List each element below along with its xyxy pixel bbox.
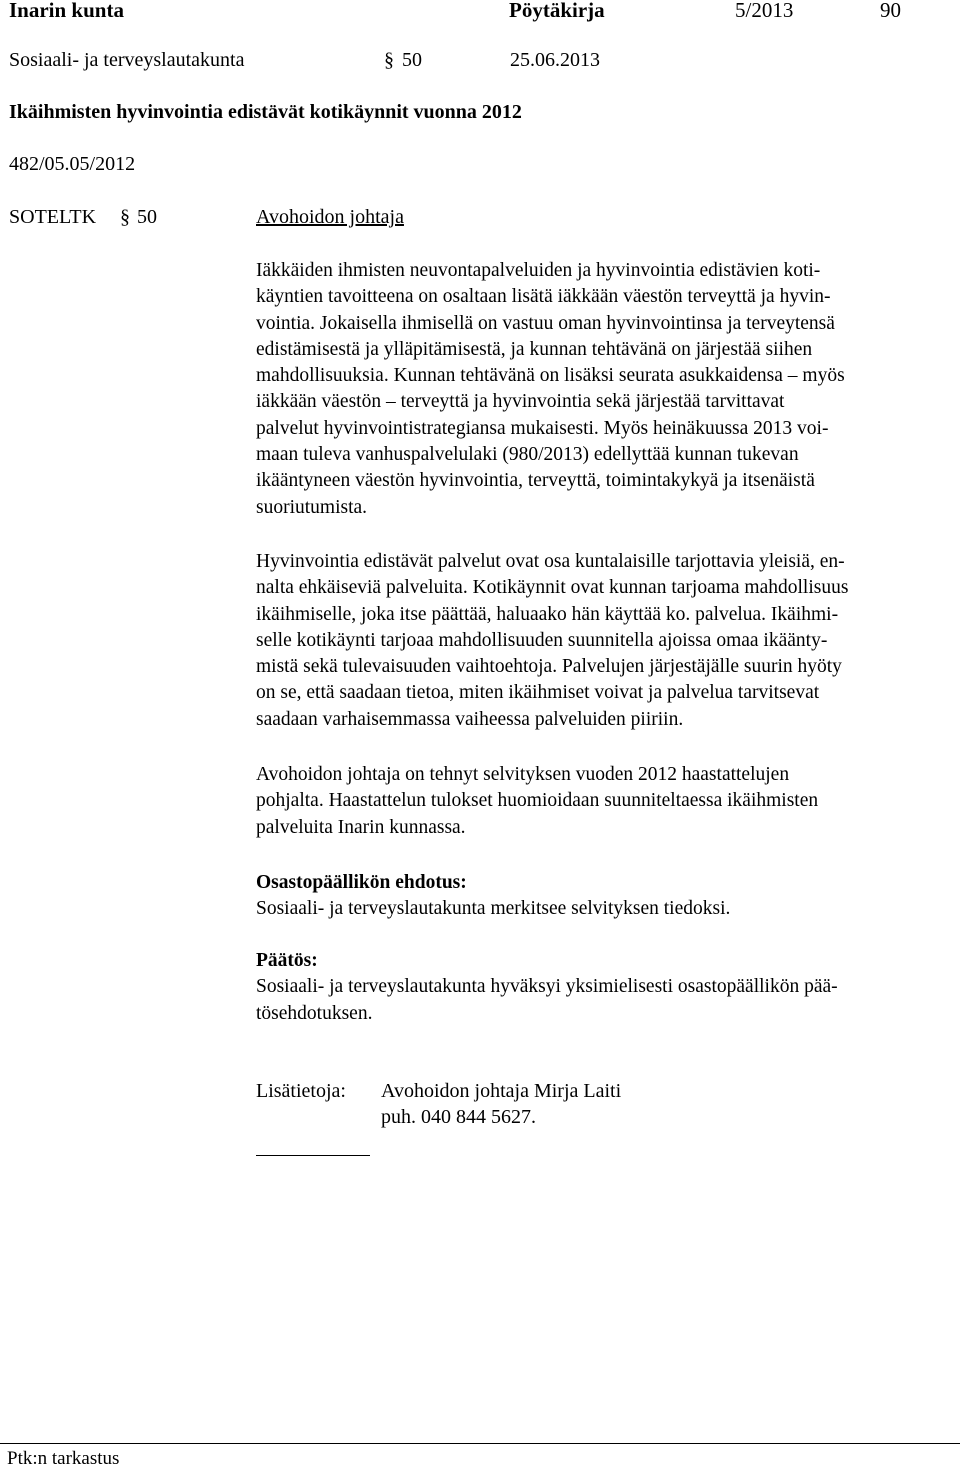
contact-phone: puh. 040 844 5627.: [381, 1106, 536, 1128]
section-sign: §: [120, 206, 130, 228]
decision-text-line: Sosiaali- ja terveyslautakunta hyväksyi yksimielisesti osastopäällikön pää-: [256, 976, 838, 998]
section-sign-header: §: [384, 49, 394, 71]
text-line: on se, että saadaan tietoa, miten ikäihmiset voivat ja palvelua tarvitsevat: [256, 682, 820, 704]
text-line: nalta ehkäiseviä palveluita. Kotikäynnit ovat kunnan tarjoama mahdollisuus: [256, 577, 849, 599]
meeting-date: 25.06.2013: [510, 49, 600, 71]
presenter-title: Avohoidon johtaja: [256, 206, 404, 228]
text-line: ikääntyneen väestön hyvinvointia, terveyttä, toimintakykyä ja itsenäistä: [256, 470, 815, 492]
text-line: vointia. Jokaisella ihmisellä on vastuu oman hyvinvointinsa ja terveytensä: [256, 312, 835, 334]
document-type: Pöytäkirja: [509, 0, 605, 22]
text-line: mistä sekä tulevaisuuden vaihtoehtoja. Palvelujen järjestäjälle suurin hyöty: [256, 656, 842, 678]
proposal-section: [256, 870, 936, 923]
page-number: 90: [880, 0, 901, 22]
text-line: mahdollisuuksia. Kunnan tehtävänä on lisäksi seurata asukkaidensa – myös: [256, 365, 845, 387]
text-line: Iäkkäiden ihmisten neuvontapalveluiden ja hyvinvointia edistävien koti-: [256, 260, 821, 281]
section-prefix: SOTELTK: [9, 206, 97, 228]
text-line: käyntien tavoitteena on osaltaan lisätä iäkkään väestön terveyttä ja hyvin-: [256, 286, 831, 308]
proposal-text: Sosiaali- ja terveyslautakunta merkitsee selvityksen tiedoksi.: [256, 898, 731, 920]
text-line: palvelut hyvinvointistrategiansa mukaisesti. Myös heinäkuussa 2013 voi-: [256, 417, 829, 439]
body-paragraph-3: [256, 762, 936, 841]
section-number: 50: [137, 206, 157, 228]
body-paragraph-2: [256, 549, 936, 733]
decision-text-line: tösehdotuksen.: [256, 1002, 373, 1024]
committee-name: Sosiaali- ja terveyslautakunta: [9, 49, 245, 71]
contact-label: Lisätietoja:: [256, 1080, 346, 1102]
text-line: ikäihmiselle, joka itse päättää, haluaako hän käyttää ko. palvelua. Ikäihmi-: [256, 603, 839, 625]
document-number: 5/2013: [735, 0, 794, 22]
subject-title: Ikäihmisten hyvinvointia edistävät kotikäynnit vuonna 2012: [9, 101, 522, 123]
text-line: Avohoidon johtaja on tehnyt selvityksen vuoden 2012 haastattelujen: [256, 764, 790, 785]
text-line: iäkkään väestön – terveyttä ja hyvinvointia sekä järjestää tarvittavat: [256, 391, 785, 413]
footer-divider: [0, 1443, 960, 1444]
footer-review-label: Ptk:n tarkastus: [7, 1448, 120, 1469]
contact-name: Avohoidon johtaja Mirja Laiti: [381, 1080, 622, 1102]
decision-heading: Päätös:: [256, 950, 318, 971]
municipality-name: Inarin kunta: [9, 0, 124, 22]
text-line: maan tuleva vanhuspalvelulaki (980/2013) edellyttää kunnan tukevan: [256, 444, 799, 466]
text-line: suoriutumista.: [256, 496, 368, 518]
body-paragraph-1: [256, 258, 936, 521]
signature-line: [256, 1155, 370, 1156]
text-line: edistämisestä ja ylläpitämisestä, ja kunnan tehtävänä on järjestää siihen: [256, 338, 813, 360]
text-line: Hyvinvointia edistävät palvelut ovat osa kuntalaisille tarjottavia yleisiä, en-: [256, 551, 845, 572]
decision-section: [256, 948, 936, 1027]
text-line: saadaan varhaisemmassa vaiheessa palveluiden piiriin.: [256, 708, 684, 730]
text-line: palveluita Inarin kunnassa.: [256, 816, 466, 838]
section-number-header: 50: [402, 49, 422, 71]
text-line: pohjalta. Haastattelun tulokset huomioidaan suunniteltaessa ikäihmisten: [256, 790, 819, 812]
text-line: selle kotikäynti tarjoaa mahdollisuuden suunnitella ajoissa omaa ikäänty-: [256, 629, 828, 651]
proposal-heading: Osastopäällikön ehdotus:: [256, 872, 467, 893]
reference-number: 482/05.05/2012: [9, 153, 136, 175]
